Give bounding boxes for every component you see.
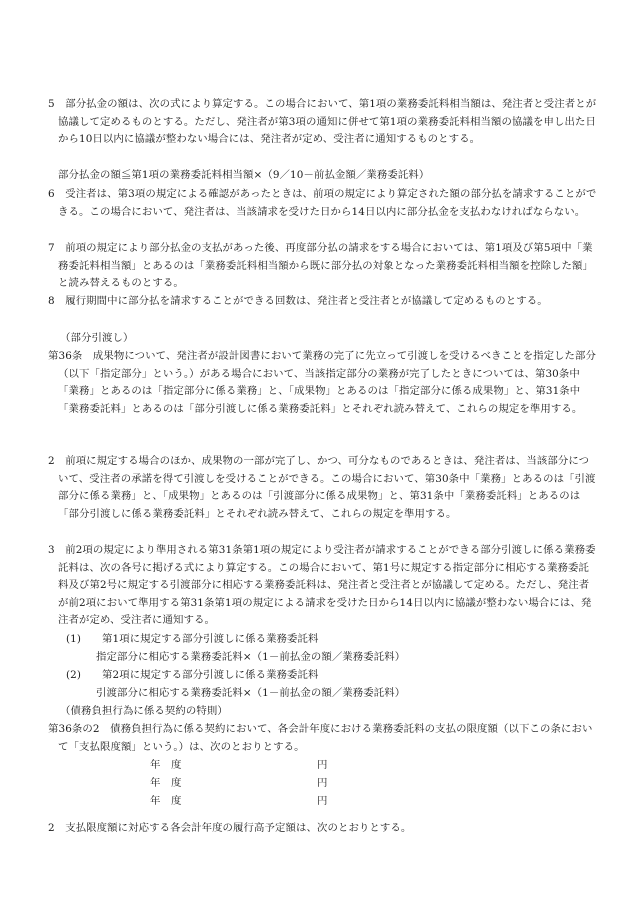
limit-table-row-yen: 円 bbox=[317, 759, 328, 771]
limit-table-row-yen: 円 bbox=[317, 795, 328, 807]
heading-article-36: （部分引渡し） bbox=[60, 332, 134, 344]
paragraph-6: 6 受注者は、第3項の規定による確認があったときは、前項の規定により算定された額の部分払を請求することができる。この場合において、発注者は、当該請求を受けた日から14日以内に部分払金を支払わなければならない。 bbox=[48, 188, 597, 218]
limit-table-row-year: 年 度 bbox=[150, 777, 182, 789]
article-36-paragraph-2: 2 前項に規定する場合のほか、成果物の一部が完了し、かつ、可分なものであるときは、発注者は、当該部分について、受注者の承諾を得て引渡しを受けることができる。この場合において、第30条中「業務」とあるのは「引渡部分に係る業務」と、「成果物」とあるのは「引渡部分に係る成果物」と、第31条中「業務委託料」とあるのは「部分引渡しに係る業務委託料」とそれぞれ読み替えて、これらの規定を準用する。 bbox=[48, 455, 596, 520]
item-1-formula: 指定部分に相応する業務委託料×（1－前払金の額／業務委託料） bbox=[96, 651, 406, 663]
item-2-formula: 引渡部分に相応する業務委託料×（1－前払金の額／業務委託料） bbox=[96, 687, 406, 699]
article-36-paragraph-3: 3 前2項の規定により準用される第31条第1項の規定により受注者が請求することができる部分引渡しに係る業務委託料は、次の各号に掲げる式により算定する。この場合において、第1号に規定する指定部分に相応する業務委託料及び第2号に規定する引渡部分に相応する業務委託料は、発注者と受注者とが協議して定める。ただし、発注者が前2項において準用する第31条第1項の規定による請求を受けた日から14日以内に協議が整わない場合には、発注者が定め、受注者に通知する。 bbox=[48, 544, 596, 627]
article-36-2: 第36条の2 債務負担行為に係る契約において、各会計年度における業務委託料の支払の限度額（以下この条において「支払限度額」という。）は、次のとおりとする。 bbox=[48, 723, 593, 753]
formula-5: 部分払金の額≦第1項の業務委託料相当額×（9／10－前払金額／業務委託料） bbox=[58, 169, 430, 181]
article-36: 第36条 成果物について、発注者が設計図書において業務の完了に先立って引渡しを受けるべきことを指定した部分（以下「指定部分」という。）がある場合において、当該指定部分の業務が完了したときについては、第30条中「業務」とあるのは「指定部分に係る業務」と、「成果物」とあるのは「指定部分に係る成果物」と、第31条中「業務委託料」とあるのは「部分引渡しに係る業務委託料」とそれぞれ読み替えて、これらの規定を準用する。 bbox=[48, 350, 597, 415]
item-1: (1) 第1項に規定する部分引渡しに係る業務委託料 bbox=[66, 633, 319, 645]
limit-table-row-year: 年 度 bbox=[150, 759, 182, 771]
heading-article-36-2: （債務負担行為に係る契約の特則） bbox=[60, 705, 228, 717]
limit-table-row-year: 年 度 bbox=[150, 795, 182, 807]
paragraph-5: 5 部分払金の額は、次の式により算定する。この場合において、第1項の業務委託料相当額は、発注者と受注者とが協議して定めるものとする。ただし、発注者が第3項の通知に併せて第1項の業務委託料相当額の協議を申し出た日から10日以内に協議が整わない場合には、発注者が定め、受注者に通知するものとする。 bbox=[48, 98, 597, 146]
item-2: (2) 第2項に規定する部分引渡しに係る業務委託料 bbox=[66, 669, 319, 681]
paragraph-8: 8 履行期間中に部分払を請求することができる回数は、発注者と受注者とが協議して定めるものとする。 bbox=[48, 295, 548, 307]
limit-table-row-yen: 円 bbox=[317, 777, 328, 789]
paragraph-7: 7 前項の規定により部分払金の支払があった後、再度部分払の請求をする場合においては、第1項及び第5項中「業務委託料相当額」とあるのは「業務委託料相当額から既に部分払の対象となった業務委託料相当額を控除した額」と読み替えるものとする。 bbox=[48, 242, 594, 290]
article-36-2-paragraph-2: 2 支払限度額に対応する各会計年度の履行高予定額は、次のとおりとする。 bbox=[48, 822, 412, 834]
